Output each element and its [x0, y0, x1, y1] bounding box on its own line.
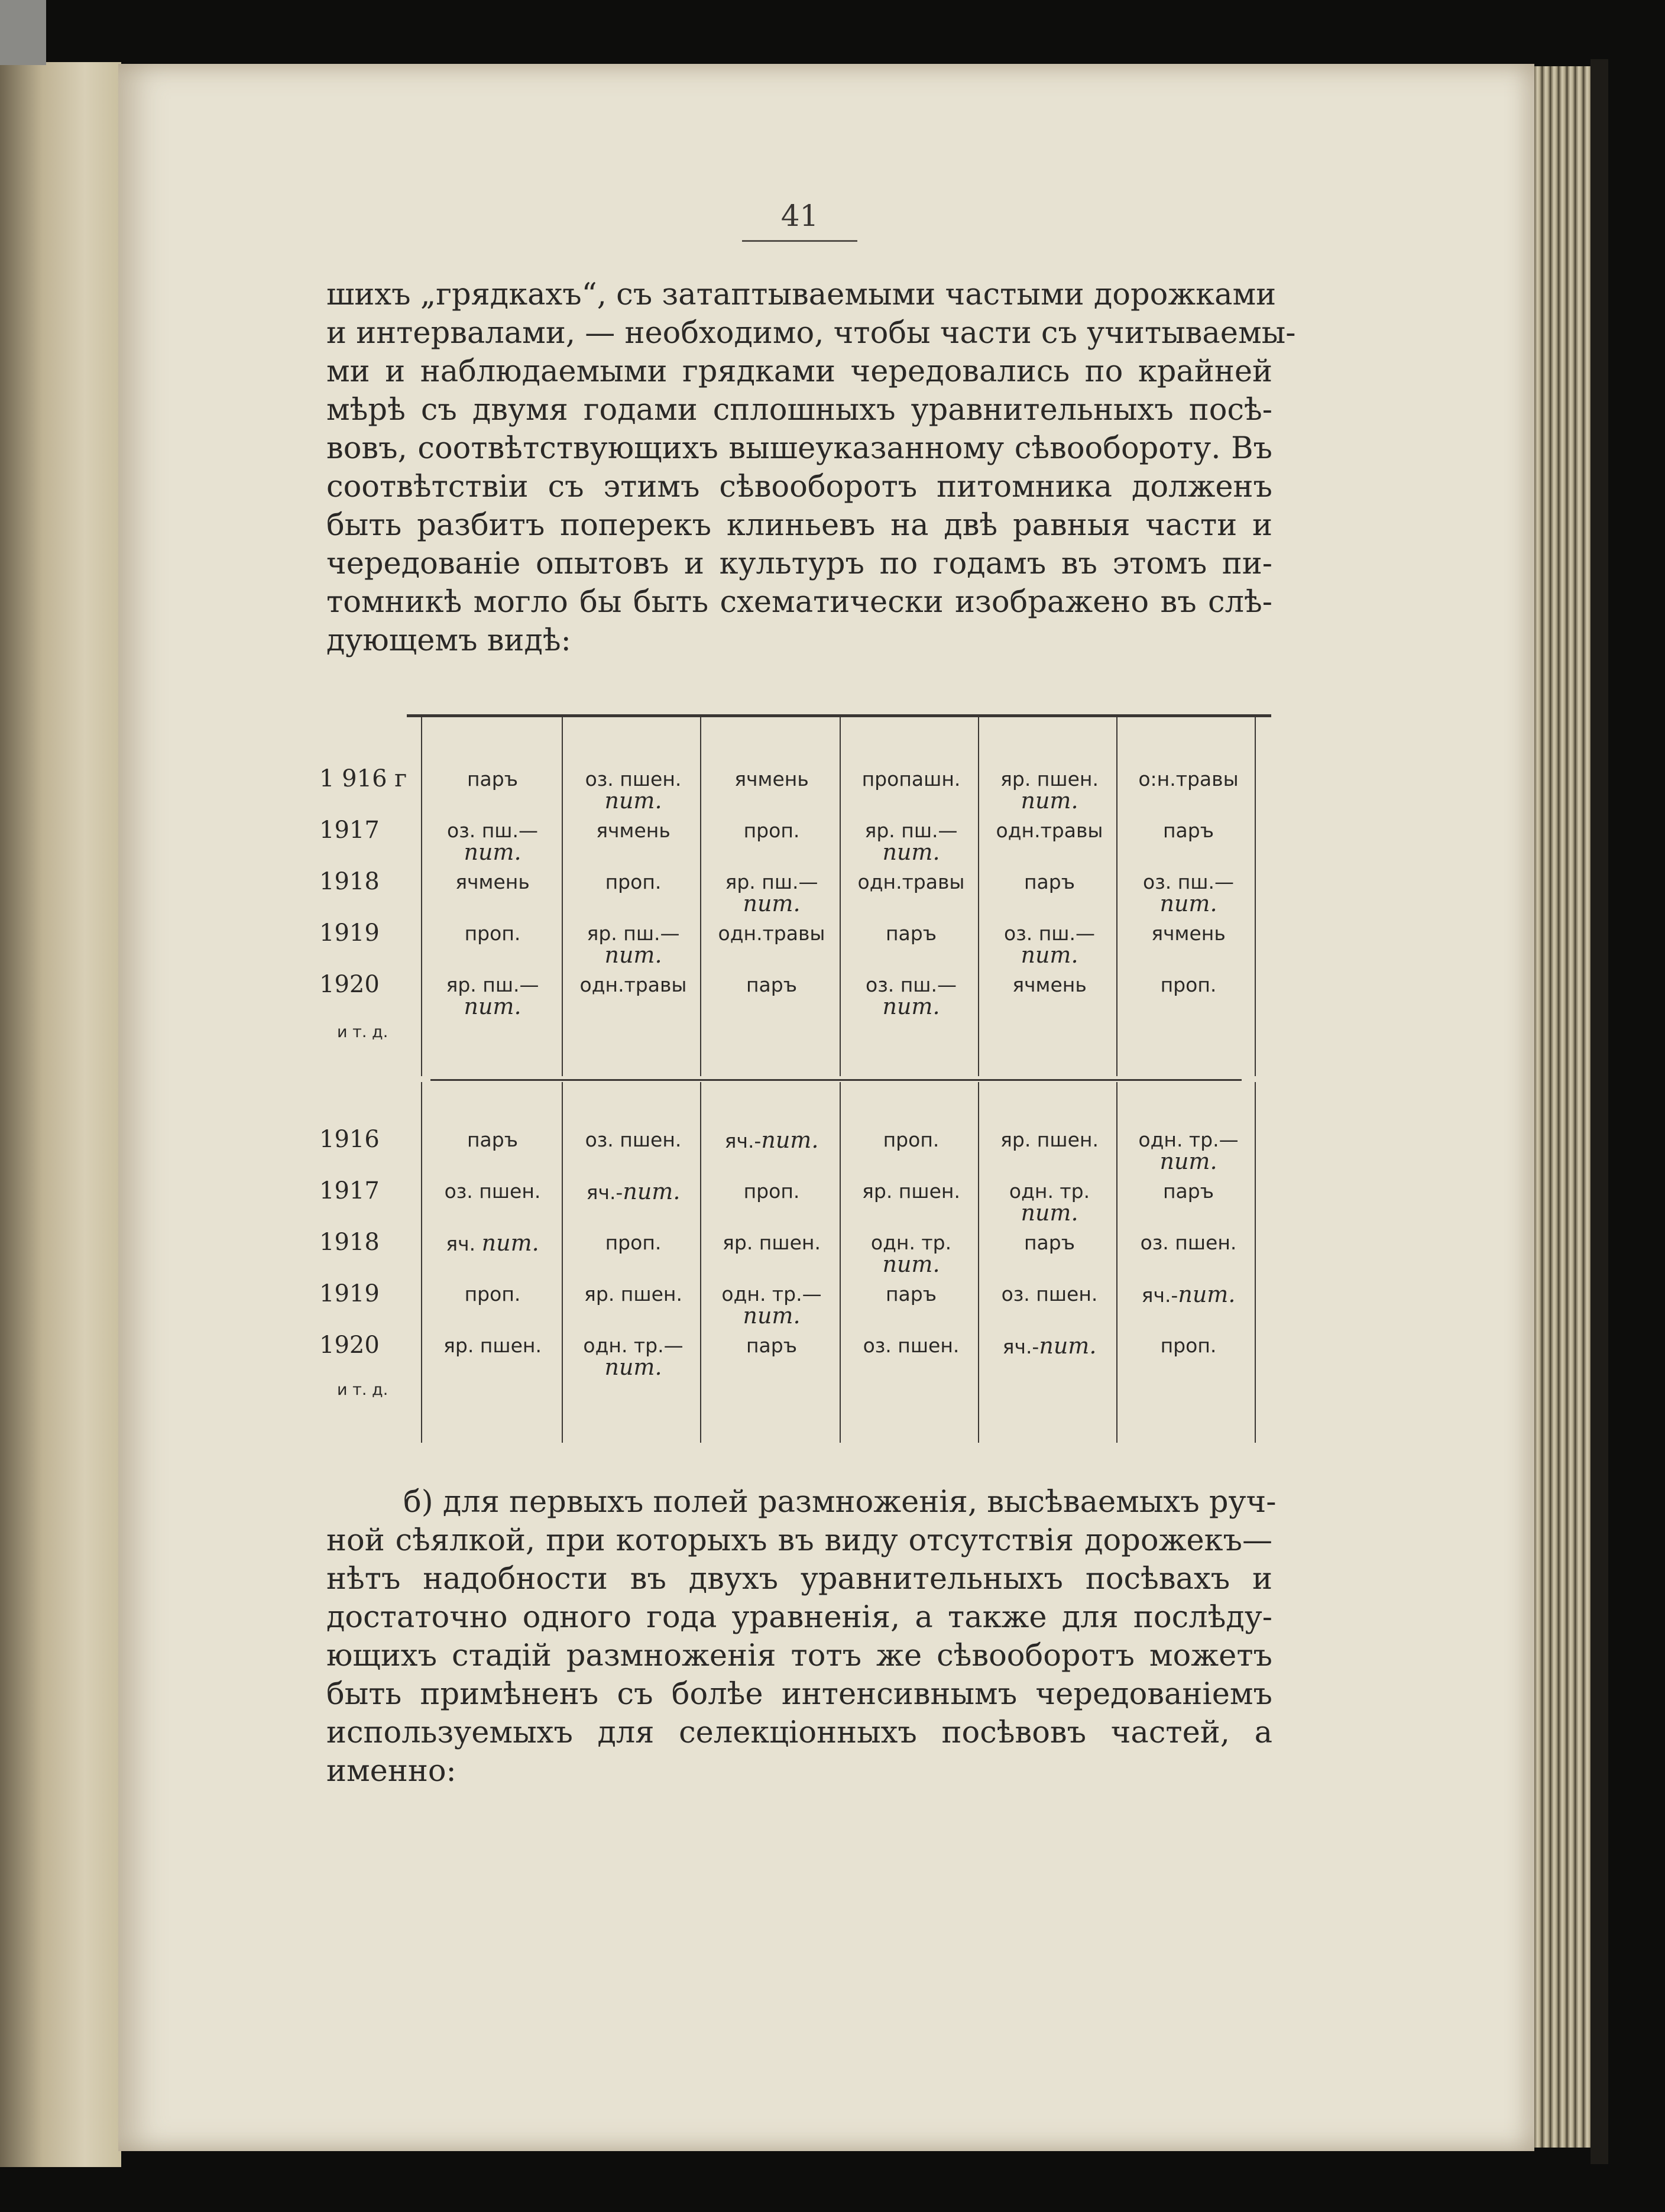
crop-label: яч.- [724, 1129, 762, 1152]
year-label: 1 916 г [319, 765, 407, 792]
nursery-mark: пит. [604, 942, 662, 968]
crop-label: одн.травы [718, 922, 825, 945]
table-cell [843, 769, 979, 790]
table-middle-rule [430, 1079, 1242, 1081]
nursery-mark: пит. [882, 839, 940, 865]
crop-label: проп. [1160, 1334, 1217, 1357]
text-line: б) для первыхъ полей размноженiя, высѣваемыхъ руч- [403, 1485, 1277, 1520]
column-rule [562, 717, 563, 1076]
table-cell [1120, 1181, 1256, 1202]
table-cell [704, 1181, 840, 1202]
crop-label: паръ [885, 922, 937, 945]
nursery-mark: пит. [743, 1303, 801, 1329]
text-line: томникѣ могло бы быть схематически изображено въ слѣ- [326, 585, 1272, 620]
text-line: вовъ, соотвѣтствующихъ вышеуказанному сѣвообороту. Въ [326, 431, 1272, 466]
crop-label: паръ [746, 1334, 798, 1357]
paragraph-2 [326, 1483, 1277, 1790]
column-rule [421, 717, 422, 1076]
nursery-mark: пит. [882, 1251, 940, 1277]
table-cell [1120, 1335, 1256, 1356]
column-rule [840, 717, 841, 1076]
crop-label: яр. пш.— [864, 819, 958, 842]
table-cell [843, 820, 979, 863]
table-cell [981, 1284, 1117, 1305]
text-line: чередованiе опытовъ и культуръ по годамъ въ этомъ пи- [326, 546, 1272, 581]
etc-label: и т. д. [337, 1381, 388, 1399]
crop-label: одн.травы [579, 973, 687, 996]
crop-label: пропашн. [861, 767, 961, 791]
text-line: и интервалами, — необходимо, чтобы части съ учитываемы- [326, 316, 1296, 351]
table-cell [704, 820, 840, 841]
crop-label: оз. пш.— [447, 819, 538, 842]
nursery-mark: пит. [464, 993, 521, 1019]
crop-label: паръ [467, 767, 519, 791]
table-cell [425, 1232, 561, 1255]
table-cell [704, 1232, 840, 1254]
table-cell [981, 923, 1117, 966]
crop-label: яр. пш.— [446, 973, 539, 996]
table-cell [425, 1181, 561, 1202]
crop-label: паръ [1162, 819, 1214, 842]
crop-label: яр. пшен. [443, 1334, 542, 1357]
table-cell [981, 872, 1117, 893]
table-cell [981, 1180, 1117, 1226]
text-line: именно: [326, 1754, 456, 1789]
table-cell [843, 1129, 979, 1151]
table-cell [565, 872, 701, 893]
crop-label: проп. [464, 922, 521, 945]
crop-label: оз. пшен. [585, 1128, 682, 1151]
table-cell [1120, 872, 1256, 914]
nursery-mark: пит. [1159, 890, 1217, 916]
table-cell [425, 769, 561, 790]
table-cell [565, 1284, 701, 1305]
table-cell [565, 1178, 701, 1204]
scanner-corner [0, 0, 46, 65]
year-label: 1920 [319, 1332, 380, 1359]
text-line: используемыхъ для селекцiонныхъ посѣвовъ частей, а [326, 1715, 1272, 1750]
crop-label: ячмень [1012, 973, 1087, 996]
crop-label: паръ [1023, 1231, 1076, 1254]
page-stack-edges [1534, 66, 1591, 2148]
table-cell [1120, 769, 1256, 790]
text-line: быть примѣненъ съ болѣе интенсивнымъ чередованiемъ [326, 1677, 1272, 1712]
crop-label: яр. пшен. [584, 1282, 682, 1306]
table-cell [843, 1284, 979, 1305]
table-cell [565, 1129, 701, 1151]
left-page-edge [0, 62, 121, 2167]
nursery-mark: пит. [1021, 942, 1078, 968]
table-cell [1120, 1232, 1256, 1254]
page-number: 41 [742, 199, 857, 242]
crop-label: паръ [746, 973, 798, 996]
text-line: быть разбитъ поперекъ клиньевъ на двѣ равныя части и [326, 508, 1272, 543]
table-cell [704, 769, 840, 790]
table-cell [843, 872, 979, 893]
text-line: шихъ „грядкахъ“, съ затаптываемыми частыми дорожками [326, 277, 1277, 312]
nursery-mark: пит. [1021, 788, 1078, 814]
column-rule [562, 1082, 563, 1443]
table-cell [704, 923, 840, 944]
table-cell [425, 974, 561, 1017]
crop-label: оз. пшен. [1001, 1282, 1098, 1306]
table-cell [704, 1129, 840, 1152]
nursery-mark: пит. [1178, 1281, 1236, 1307]
book-cover-edge [1591, 59, 1608, 2164]
text-line: соотвѣтствiи съ этимъ сѣвооборотъ питомника долженъ [326, 469, 1272, 504]
crop-label: яч. [446, 1232, 482, 1255]
nursery-mark: пит. [481, 1230, 539, 1256]
year-label: 1919 [319, 919, 380, 947]
crop-label: оз. пш.— [1143, 870, 1234, 893]
crop-label: проп. [605, 1231, 662, 1254]
table-cell [565, 1232, 701, 1254]
year-label: 1920 [319, 971, 380, 998]
nursery-mark: пит. [1021, 1200, 1078, 1226]
text-line: ми и наблюдаемыми грядками чередовались по крайней [326, 354, 1272, 389]
crop-label: проп. [883, 1128, 940, 1151]
etc-label: и т. д. [337, 1023, 388, 1041]
crop-label: оз. пш.— [866, 973, 957, 996]
table-cell [565, 974, 701, 996]
crop-label: одн.травы [857, 870, 965, 893]
nursery-mark: пит. [1159, 1148, 1217, 1174]
crop-label: одн.травы [996, 819, 1103, 842]
crop-label: ячмень [1151, 922, 1226, 945]
crop-label: одн. тр.— [721, 1282, 822, 1306]
table-cell [843, 974, 979, 1017]
nursery-mark: пит. [761, 1127, 819, 1153]
table-cell [843, 1232, 979, 1275]
table-cell [1120, 820, 1256, 841]
year-label: 1918 [319, 868, 380, 895]
table-cell [704, 1282, 840, 1329]
table-cell [1120, 923, 1256, 944]
table-cell [981, 1129, 1117, 1151]
text-line: дующемъ видѣ: [326, 623, 571, 658]
table-cell [425, 820, 561, 863]
crop-label: паръ [1162, 1180, 1214, 1203]
table-cell [565, 1335, 701, 1378]
table-cell [1120, 1129, 1256, 1172]
table-cell [425, 923, 561, 944]
table-top-rule [407, 714, 1271, 717]
crop-label: оз. пшен. [863, 1334, 960, 1357]
crop-label: яр. пшен. [723, 1231, 821, 1254]
crop-label: паръ [885, 1282, 937, 1306]
table-cell [981, 767, 1117, 814]
nursery-mark: пит. [623, 1178, 681, 1204]
crop-label: оз. пшен. [585, 767, 682, 791]
table-cell [981, 1335, 1117, 1358]
crop-label: яр. пш.— [587, 922, 680, 945]
crop-label: ячмень [455, 870, 530, 893]
text-line: ной сѣялкой, при которыхъ въ виду отсутствiя дорожекъ— [326, 1523, 1272, 1558]
table-cell [843, 1335, 979, 1356]
year-label: 1916 [319, 1126, 380, 1153]
crop-label: яч.- [1002, 1335, 1039, 1358]
nursery-mark: пит. [882, 993, 940, 1019]
nursery-mark: пит. [1039, 1333, 1097, 1359]
table-cell [425, 1335, 561, 1356]
crop-label: проп. [605, 870, 662, 893]
text-line: ющихъ стадiй размноженiя тотъ же сѣвооборотъ можетъ [326, 1638, 1272, 1673]
table-cell [425, 1129, 561, 1151]
table-cell [425, 872, 561, 893]
year-label: 1918 [319, 1229, 380, 1256]
year-label: 1917 [319, 1177, 380, 1204]
crop-label: оз. пшен. [444, 1180, 541, 1203]
table-cell [565, 767, 701, 814]
crop-label: одн. тр. [1009, 1180, 1090, 1203]
crop-label: одн. тр.— [1138, 1128, 1239, 1151]
nursery-mark: пит. [743, 890, 801, 916]
table-cell [425, 1284, 561, 1305]
crop-label: ячмень [596, 819, 670, 842]
nursery-mark: пит. [604, 788, 662, 814]
nursery-mark: пит. [604, 1354, 662, 1380]
table-cell [704, 974, 840, 996]
crop-label: оз. пш.— [1004, 922, 1095, 945]
table-cell [565, 820, 701, 841]
paragraph-1 [326, 276, 1296, 660]
year-label: 1917 [319, 817, 380, 844]
year-label: 1919 [319, 1280, 380, 1307]
nursery-mark: пит. [464, 839, 521, 865]
table-cell [1120, 1281, 1256, 1307]
crop-label: яр. пшен. [862, 1180, 960, 1203]
table-cell [843, 1181, 979, 1202]
crop-label: яр. пш.— [725, 870, 818, 893]
crop-label: яч.- [1141, 1284, 1178, 1307]
table-cell [981, 1232, 1117, 1254]
crop-label: яр. пшен. [1000, 767, 1099, 791]
crop-label: проп. [1160, 973, 1217, 996]
text-line: достаточно одного года уравненiя, а также для послѣду- [326, 1600, 1272, 1635]
column-rule [421, 1082, 422, 1443]
column-rule [840, 1082, 841, 1443]
crop-label: паръ [1023, 870, 1076, 893]
text-line: мѣрѣ съ двумя годами сплошныхъ уравнительныхъ посѣ- [326, 393, 1272, 427]
crop-label: проп. [464, 1282, 521, 1306]
table-cell [843, 923, 979, 944]
crop-label: паръ [467, 1128, 519, 1151]
table-cell [1120, 974, 1256, 996]
crop-label: яч.- [586, 1181, 623, 1204]
crop-label: проп. [743, 819, 800, 842]
rotation-table [319, 704, 1272, 1449]
table-cell [704, 1335, 840, 1356]
text-line: нѣтъ надобности въ двухъ уравнительныхъ посѣвахъ и [326, 1562, 1272, 1596]
crop-label: о:н.травы [1138, 767, 1239, 791]
crop-label: одн. тр.— [583, 1334, 684, 1357]
table-cell [981, 820, 1117, 841]
crop-label: оз. пшен. [1140, 1231, 1237, 1254]
crop-label: яр. пшен. [1000, 1128, 1099, 1151]
table-cell [981, 974, 1117, 996]
table-cell [565, 923, 701, 966]
crop-label: ячмень [734, 767, 809, 791]
crop-label: проп. [743, 1180, 800, 1203]
table-cell [704, 872, 840, 914]
crop-label: одн. тр. [870, 1231, 952, 1254]
